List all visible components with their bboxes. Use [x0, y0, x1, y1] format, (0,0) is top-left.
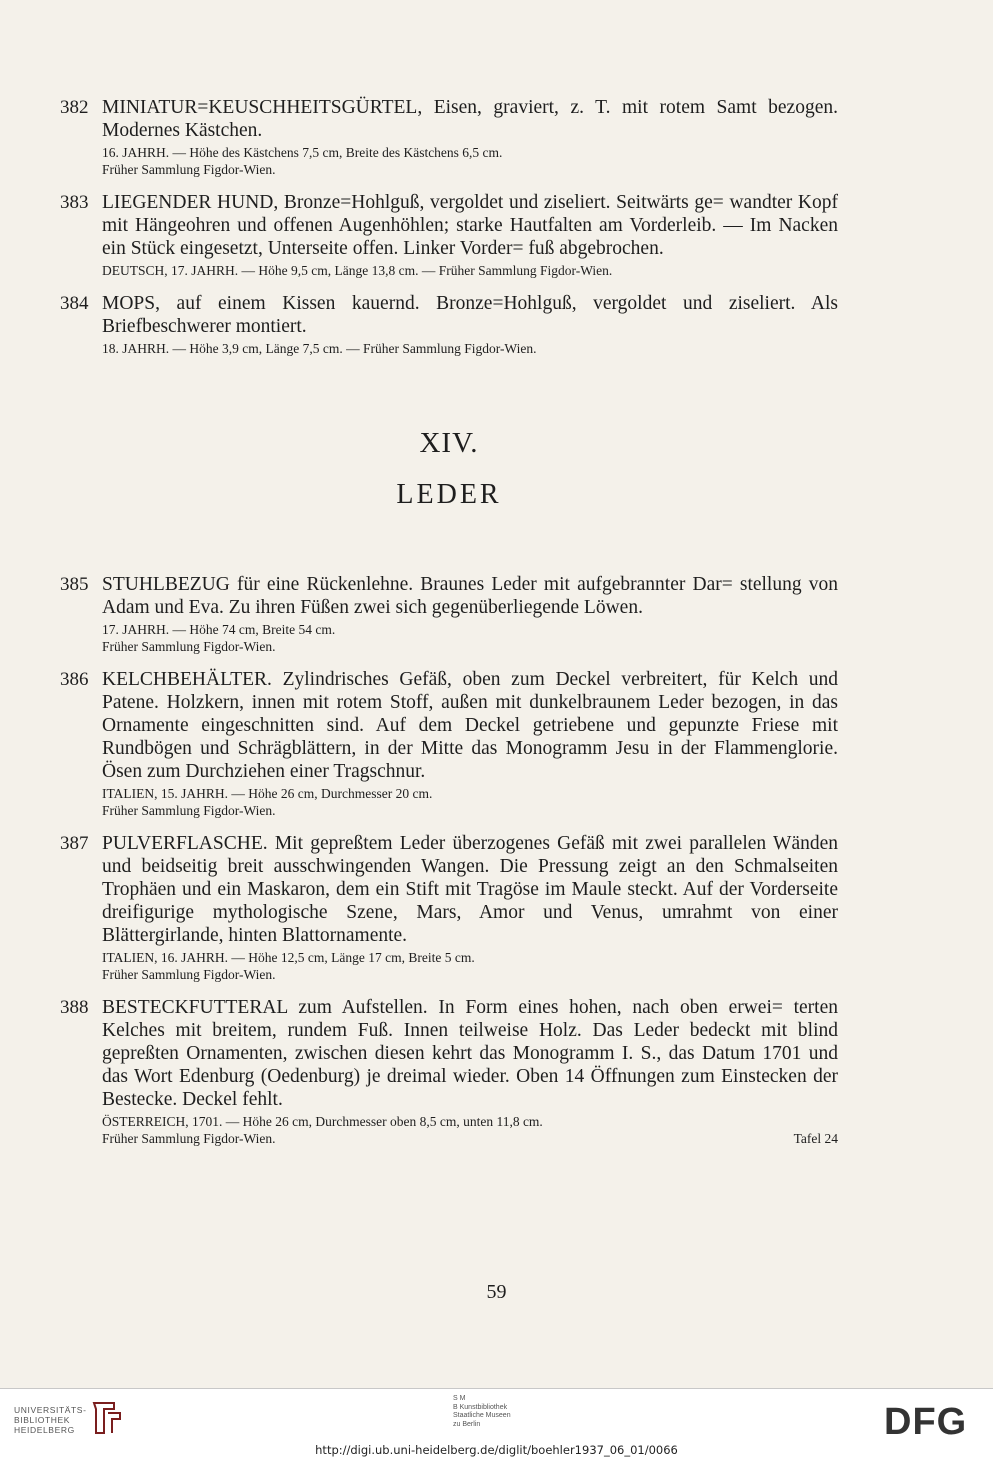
entry-description: PULVERFLASCHE. Mit gepreßtem Leder überzogenes Gefäß mit zwei parallelen Wänden und beidseitig breit ausschwingenden Wangen. Die Pressung zeigt an den Schmalseiten Trophäen und ein Maskaron, dem ein Stift mit Tragöse im Maule steckt. Auf der Vorderseite dreifigurige mythologische Szene, Mars, Amor und Venus, umrahmt von einer Blättergirlande, hinten Blattornamente. — [102, 833, 838, 946]
entry-meta-line: ÖSTERREICH, 1701. — Höhe 26 cm, Durchmesser oben 8,5 cm, unten 11,8 cm. — [102, 1114, 543, 1129]
entry-meta — [102, 1113, 838, 1147]
entry-number: 385 — [60, 574, 89, 595]
catalog-entry-386 — [60, 668, 838, 819]
entry-number: 384 — [60, 293, 89, 314]
entry-number: 382 — [60, 97, 89, 118]
entry-meta-line: 18. JAHRH. — Höhe 3,9 cm, Länge 7,5 cm. — Früher Sammlung Figdor-Wien. — [102, 341, 537, 356]
entry-meta — [102, 785, 838, 819]
entry-meta — [102, 340, 838, 357]
entry-meta — [102, 949, 838, 983]
entry-number: 383 — [60, 192, 89, 213]
entry-meta-line: ITALIEN, 15. JAHRH. — Höhe 26 cm, Durchmesser 20 cm. — [102, 786, 433, 801]
entry-description: MINIATUR=KEUSCHHEITSGÜRTEL, Eisen, graviert, z. T. mit rotem Samt bezogen. Modernes Kästchen. — [102, 97, 838, 141]
dfg-logo: DFG — [884, 1401, 968, 1443]
entry-meta-line: ITALIEN, 16. JAHRH. — Höhe 12,5 cm, Länge 17 cm, Breite 5 cm. — [102, 950, 475, 965]
entry-meta — [102, 144, 838, 178]
catalog-entry-384 — [60, 292, 838, 357]
entry-description: STUHLBEZUG für eine Rückenlehne. Braunes Leder mit aufgebrannter Dar= stellung von Adam und Eva. Zu ihren Füßen zwei sich gegenüberliegende Löwen. — [102, 574, 838, 618]
center-line: zu Berlin — [453, 1420, 481, 1428]
catalog-entry-383 — [60, 191, 838, 279]
digitization-footer — [0, 1388, 993, 1458]
entry-number: 386 — [60, 669, 89, 690]
entry-provenance: Früher Sammlung Figdor-Wien. — [102, 1131, 276, 1146]
kunstbibliothek-logo-text — [453, 1395, 511, 1429]
entries-after — [60, 573, 838, 983]
university-library-logo-text — [14, 1405, 87, 1435]
uni-line: BIBLIOTHEK — [14, 1415, 71, 1425]
entry-meta-line: Früher Sammlung Figdor-Wien. — [102, 803, 276, 818]
uni-line: UNIVERSITÄTS- — [14, 1405, 87, 1415]
center-line: B Kunstbibliothek — [453, 1403, 508, 1411]
center-line: Staatliche Museen — [453, 1412, 511, 1419]
catalog-entry-385 — [60, 573, 838, 655]
catalog-entry-388 — [60, 996, 838, 1147]
entry-meta-line: Früher Sammlung Figdor-Wien. — [102, 967, 276, 982]
entry-meta-line: DEUTSCH, 17. JAHRH. — Höhe 9,5 cm, Länge 13,8 cm. — Früher Sammlung Figdor-Wien. — [102, 263, 613, 278]
section-heading — [60, 427, 838, 511]
entry-description: KELCHBEHÄLTER. Zylindrisches Gefäß, oben zum Deckel verbreitert, für Kelch und Patene. Holzkern, innen mit rotem Stoff, außen mit dunkelbraunem Leder bezogen, in das Ornamente eingeschnitten sind. Auf dem Deckel getriebene und gepunzte Friese mit Rundbögen und Schrägblättern, in der Mitte das Monogramm Jesu in der Flammenglorie. Ösen zum Durchziehen einer Tragschnur. — [102, 669, 838, 782]
permalink-url[interactable]: http://digi.ub.uni-heidelberg.de/diglit/boehler1937_06_01/0066 — [315, 1443, 678, 1457]
center-line: S M — [453, 1395, 466, 1402]
entry-meta-line: Früher Sammlung Figdor-Wien. — [102, 639, 276, 654]
entry-description: MOPS, auf einem Kissen kauernd. Bronze=Hohlguß, vergoldet und ziseliert. Als Briefbeschwerer montiert. — [102, 293, 838, 337]
entry-description: BESTECKFUTTERAL zum Aufstellen. In Form eines hohen, nach oben erwei= terten Kelches mit breitem, rundem Fuß. Innen teilweise Holz. Das Leder bedeckt mit blind gepreßten Ornamenten, zwischen diesen kehrt das Monogramm I. S., das Datum 1701 und das Wort Edenburg (Oedenburg) je dreimal wieder. Oben 14 Öffnungen zum Einstecken der Bestecke. Deckel fehlt. — [102, 997, 838, 1110]
entry-meta-line: 16. JAHRH. — Höhe des Kästchens 7,5 cm, Breite des Kästchens 6,5 cm. — [102, 145, 503, 160]
university-logo-icon — [86, 1401, 126, 1435]
section-number: XIV. — [419, 427, 479, 459]
catalog-text — [60, 96, 838, 1160]
entry-meta-line: Früher Sammlung Figdor-Wien. — [102, 162, 276, 177]
section-title: LEDER — [396, 479, 502, 510]
entry-meta-row — [102, 1130, 838, 1147]
entry-number: 387 — [60, 833, 89, 854]
catalog-entry-382 — [60, 96, 838, 178]
page-number: 59 — [486, 1281, 507, 1303]
entry-meta — [102, 621, 838, 655]
entry-meta — [102, 262, 838, 279]
entries-before — [60, 96, 838, 357]
entry-description: LIEGENDER HUND, Bronze=Hohlguß, vergoldet und ziseliert. Seitwärts ge= wandter Kopf mit Hängeohren und offenen Augenhöhlen; starke Hautfalten am Vorderleib. — Im Nacken ein Stück eingesetzt, Unterseite offen. Linker Vorder= fuß abgebrochen. — [102, 192, 838, 259]
catalog-entry-387 — [60, 832, 838, 983]
plate-reference: Tafel 24 — [793, 1131, 838, 1146]
uni-line: HEIDELBERG — [14, 1425, 75, 1435]
entry-number: 388 — [60, 997, 89, 1018]
entry-meta-line: 17. JAHRH. — Höhe 74 cm, Breite 54 cm. — [102, 622, 336, 637]
